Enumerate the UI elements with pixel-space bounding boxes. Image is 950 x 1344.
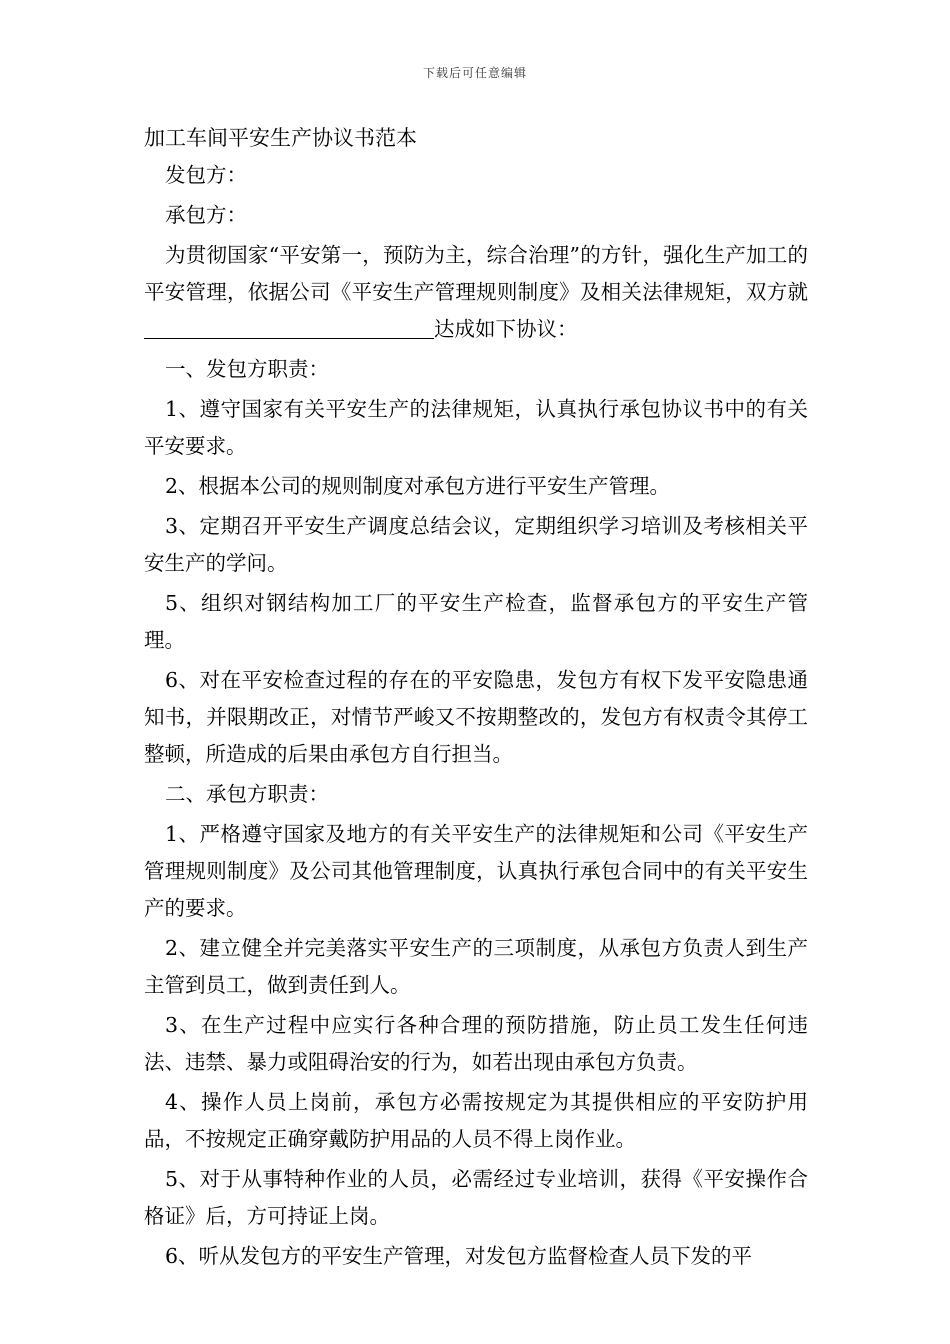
- intro-text: 为贯彻国家“平安第一，预防为主，综合治理”的方针，强化生产加工的平安管理，依据公司《平安生产管理规则制度》及相关法律规矩，双方就: [144, 243, 808, 304]
- section-heading-contractor-duties: 一、发包方职责：: [165, 357, 329, 381]
- clause: 4、操作人员上岗前，承包方必需按规定为其提供相应的平安防护用品，不按规定正确穿戴防护用品的人员不得上岗作业。: [144, 1090, 808, 1151]
- document-title: 加工车间平安生产协议书范本: [144, 126, 417, 150]
- clause: 2、建立健全并完美落实平安生产的三项制度，从承包方负责人到生产主管到员工，做到责任到人。: [144, 936, 808, 997]
- clause: 3、在生产过程中应实行各种合理的预防措施，防止员工发生任何违法、违禁、暴力或阻碍治安的行为，如若出现由承包方负责。: [144, 1013, 808, 1074]
- clause: 6、对在平安检查过程的存在的平安隐患，发包方有权下发平安隐患通知书，并限期改正，对情节严峻又不按期整改的，发包方有权责令其停工整顿，所造成的后果由承包方自行担当。: [144, 668, 808, 766]
- clause: 1、遵守国家有关平安生产的法律规矩，认真执行承包协议书中的有关平安要求。: [144, 397, 808, 458]
- intro-text-end: 达成如下协议：: [434, 317, 578, 341]
- clause: 5、组织对钢结构加工厂的平安生产检查，监督承包方的平安生产管理。: [144, 591, 808, 652]
- clause: 6、听从发包方的平安生产管理，对发包方监督检查人员下发的平: [165, 1244, 753, 1268]
- clause: 2、根据本公司的规则制度对承包方进行平安生产管理。: [165, 474, 671, 498]
- subject-blank-line: [144, 316, 434, 339]
- section-heading-subcontractor-duties: 二、承包方职责：: [165, 782, 329, 806]
- intro-paragraph: [144, 237, 808, 348]
- clause: 1、严格遵守国家及地方的有关平安生产的法律规矩和公司《平安生产管理规则制度》及公司其他管理制度，认真执行承包合同中的有关平安生产的要求。: [144, 822, 808, 920]
- clause: 5、对于从事特种作业的人员，必需经过专业培训，获得《平安操作合格证》后，方可持证上岗。: [144, 1167, 808, 1228]
- clause: 3、定期召开平安生产调度总结会议，定期组织学习培训及考核相关平安生产的学问。: [144, 514, 808, 575]
- page-header-note: 下载后可任意编辑: [422, 66, 527, 80]
- party-b-label: 承包方：: [165, 203, 247, 227]
- document-body: [144, 120, 808, 1275]
- party-a-label: 发包方：: [165, 163, 247, 187]
